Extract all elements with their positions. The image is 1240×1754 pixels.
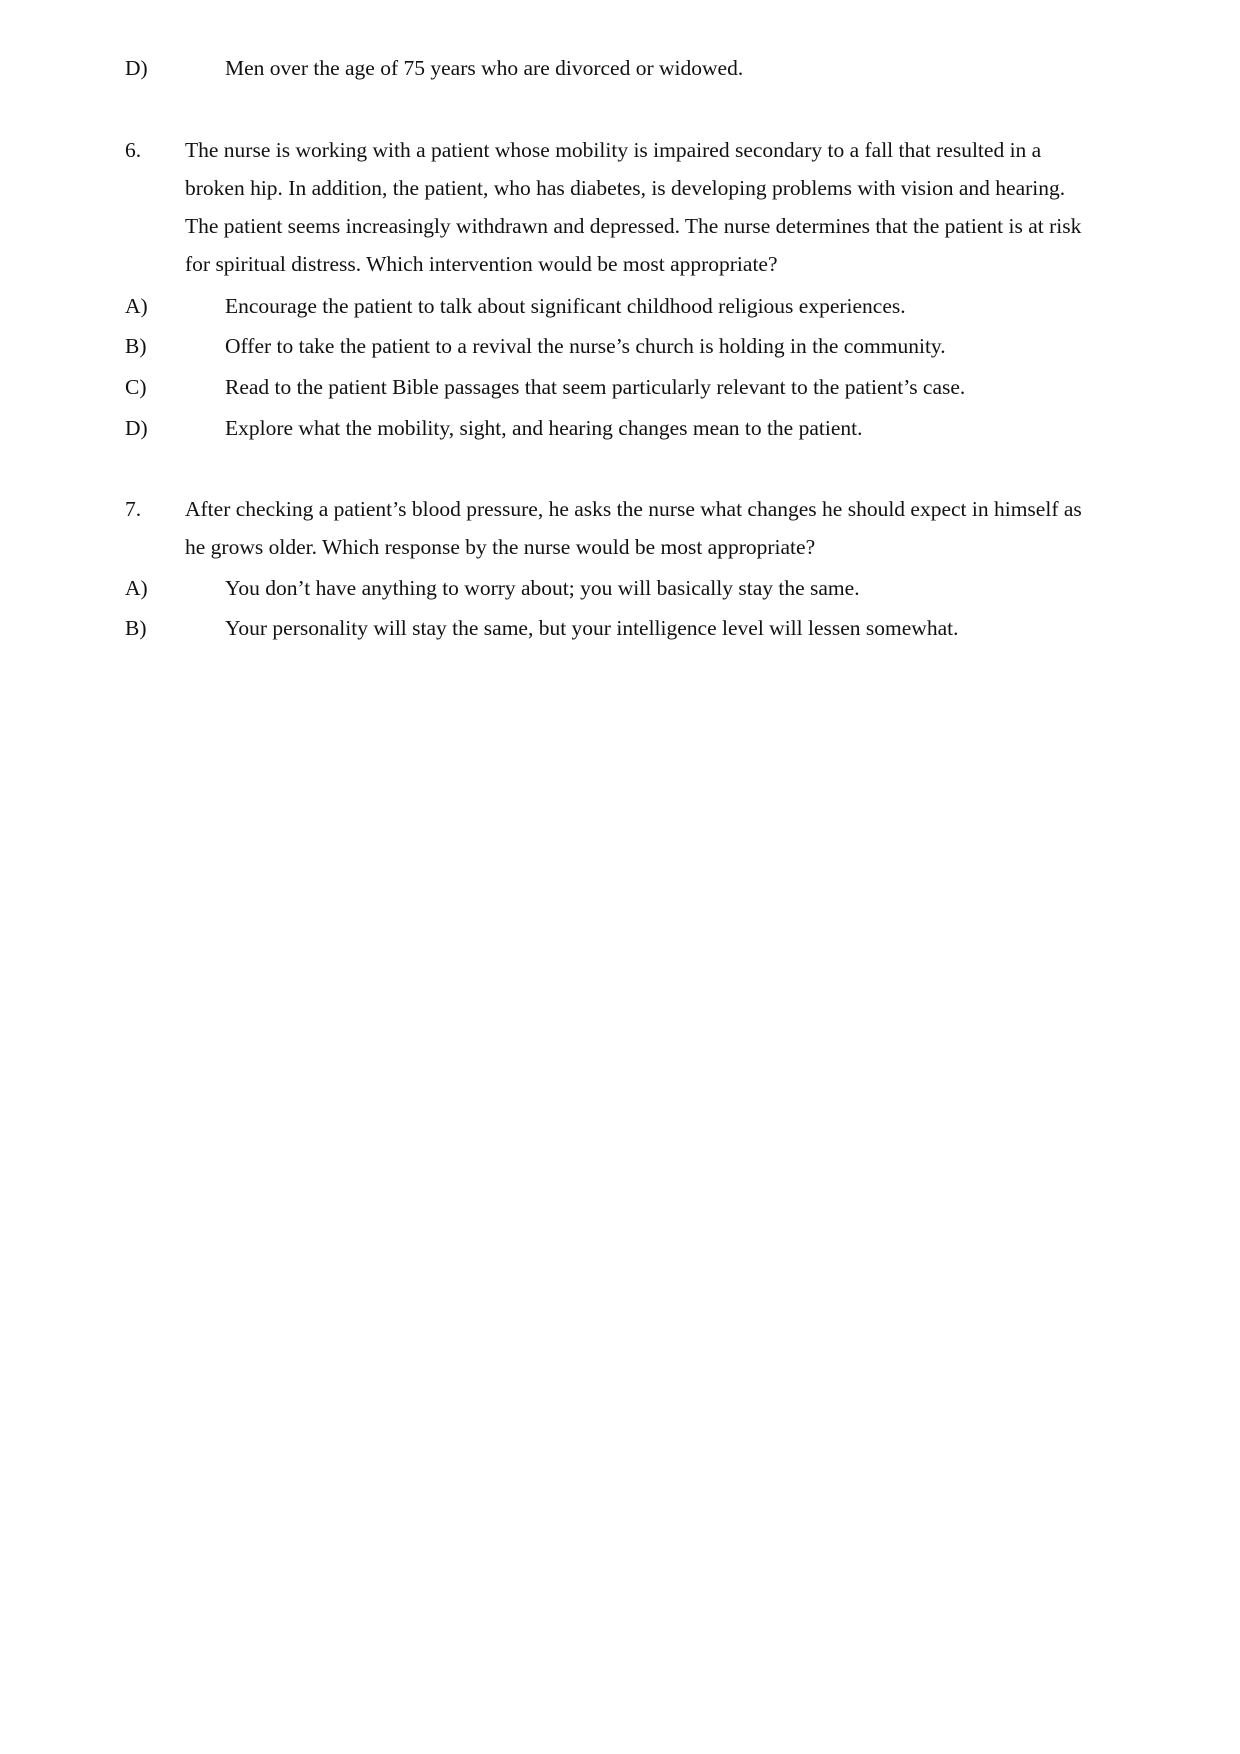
question-number: 7. (125, 497, 142, 521)
question-stem-line: he grows older. Which response by the nurse would be most appropriate? (185, 535, 816, 559)
option-letter: D) (125, 416, 148, 440)
question-stem-line: broken hip. In addition, the patient, who has diabetes, is developing problems with vision and hearing. (185, 176, 1066, 200)
question-stem-line: After checking a patient’s blood pressure, he asks the nurse what changes he should expect in himself as (185, 497, 1082, 521)
option-letter: D) (125, 56, 148, 80)
question-number: 6. (125, 138, 142, 162)
question-stem-line: The nurse is working with a patient whose mobility is impaired secondary to a fall that resulted in a (185, 138, 1042, 162)
option-letter: B) (125, 616, 147, 640)
option-letter: C) (125, 375, 147, 399)
option-letter: A) (125, 294, 148, 318)
option-text: Men over the age of 75 years who are divorced or widowed. (225, 56, 744, 80)
option-text: Encourage the patient to talk about significant childhood religious experiences. (225, 294, 906, 318)
question-stem-line: The patient seems increasingly withdrawn and depressed. The nurse determines that the patient is at risk (185, 214, 1082, 238)
question-stem-line: for spiritual distress. Which intervention would be most appropriate? (185, 252, 778, 276)
option-text: Read to the patient Bible passages that seem particularly relevant to the patient’s case. (225, 375, 966, 399)
option-letter: B) (125, 334, 147, 358)
option-text: Explore what the mobility, sight, and hearing changes mean to the patient. (225, 416, 863, 440)
option-text: You don’t have anything to worry about; you will basically stay the same. (225, 576, 860, 600)
option-text: Offer to take the patient to a revival the nurse’s church is holding in the community. (225, 334, 946, 358)
option-letter: A) (125, 576, 148, 600)
option-text: Your personality will stay the same, but your intelligence level will lessen somewhat. (225, 616, 959, 640)
